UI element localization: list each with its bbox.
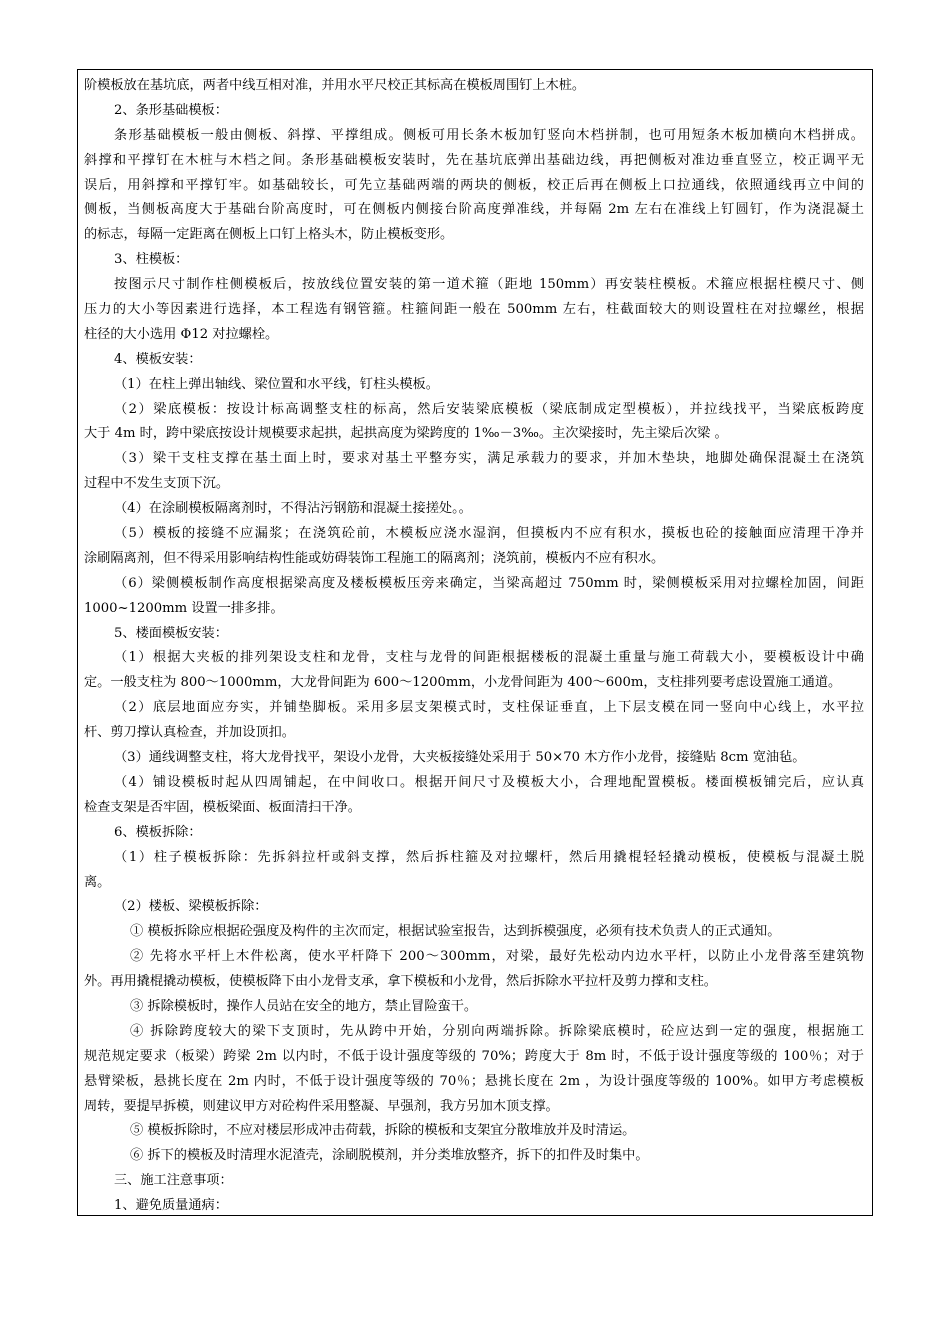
text-line: （4）在涂刷模板隔离剂时，不得沾污钢筋和混凝土接搓处。。 — [114, 501, 472, 517]
text-line: 周转，要提早拆模，则建议甲方对砼构件采用整凝、早强剂，我方另加木顶支撑。 — [84, 1098, 559, 1114]
text-line: 1000~1200mm 设置一排多排。 — [84, 600, 284, 616]
text-line: （5）模板的接缝不应漏浆；在浇筑砼前，木模板应浇水湿润，但摸板内不应有积水，摸板也砼的接触面应清理干净并 — [114, 526, 864, 542]
text-line: 压力的大小等因素进行选择，本工程选有钢管箍。柱箍间距一般在 500mm 左右，柱截面较大的则设置柱在对拉螺丝，根据 — [84, 302, 864, 318]
text-line: 涂刷隔离剂，但不得采用影响结构性能或妨碍装饰工程施工的隔离剂；浇筑前，模板内不应有积水。 — [84, 550, 665, 566]
text-line: ③ 拆除模板时，操作人员站在安全的地方，禁止冒险蛮干。 — [130, 998, 478, 1014]
text-line: ⑤ 模板拆除时，不应对楼层形成冲击荷载，拆除的模板和支架宜分散堆放并及时清运。 — [130, 1123, 636, 1139]
text-line: 规范规定要求（板梁）跨梁 2m 以内时，不低于设计强度等级的 70%；跨度大于 8m 时，不低于设计强度等级的 100％；对于 — [84, 1048, 864, 1064]
text-line: 杆、剪刀撑认真检查，并加设顶扣。 — [84, 725, 295, 741]
text-line: ⑥ 拆下的模板及时清理水泥渣壳，涂刷脱模剂，并分类堆放整齐，拆下的扣件及时集中。 — [130, 1148, 649, 1164]
document-frame — [77, 69, 873, 1216]
text-line: 侧板，当侧板高度大于基础台阶高度时，可在侧板内侧接台阶高度弹准线，并每隔 2m 左右在准线上钉圆钉，作为浇混凝土 — [84, 202, 864, 218]
text-line: 按图示尺寸制作柱侧模板后，按放线位置安装的第一道术箍（距地 150mm）再安装柱模板。术箍应根据柱模尺寸、侧 — [114, 277, 864, 293]
section-heading: 三、施工注意事项： — [114, 1173, 233, 1189]
text-line: 离。 — [84, 874, 111, 890]
section-heading: 1、避免质量通病： — [114, 1198, 228, 1214]
document-body — [84, 74, 864, 1219]
text-line: 的标志，每隔一定距离在侧板上口钉上格头木，防止模板变形。 — [84, 227, 454, 243]
text-line: （3）通线调整支柱，将大龙骨找平，架设小龙骨，大夹板接缝处采用于 50×70 木方作小龙骨，接缝贴 8cm 宽油毡。 — [114, 750, 806, 766]
text-line: 斜撑和平撑钉在木桩与木档之间。条形基础模板安装时，先在基坑底弹出基础边线，再把侧板对准边垂直竖立，校正调平无 — [84, 152, 864, 168]
section-heading: 5、楼面模板安装： — [114, 625, 228, 641]
text-line: （3）梁干支柱支撑在基土面上时，要求对基土平整夯实，满足承载力的要求，并加木垫块，地脚处确保混凝土在浇筑 — [114, 451, 864, 467]
text-line: 外。再用撬棍撬动模板，使模板降下由小龙骨支承，拿下模板和小龙骨，然后拆除水平拉杆及剪力撑和支柱。 — [84, 974, 717, 990]
text-line: 柱径的大小选用 Φ12 对拉螺栓。 — [84, 326, 279, 342]
text-line: 阶模板放在基坑底，两者中线互相对准，并用水平尺校正其标高在模板周围钉上木桩。 — [84, 78, 586, 93]
text-line: ④ 拆除跨度较大的梁下支顶时，先从跨中开始，分别向两端拆除。拆除梁底模时，砼应达到一定的强度，根据施工 — [130, 1023, 864, 1039]
text-line: 定。一般支柱为 800～1000mm，大龙骨间距为 600～1200mm，小龙骨间距为 400～600m，支柱排列要考虑设置施工通道。 — [84, 675, 842, 691]
text-line: （6）梁侧模板制作高度根据梁高度及楼板模板压旁来确定，当梁高超过 750mm 时，梁侧模板采用对拉螺栓加固，间距 — [114, 575, 864, 591]
text-line: （1）根据大夹板的排列架设支柱和龙骨，支柱与龙骨的间距根据楼板的混凝土重量与施工荷载大小，要模板设计中确 — [114, 650, 864, 666]
section-heading: 4、模板安装： — [114, 351, 202, 367]
text-line: 悬臂梁板，悬挑长度在 2m 内时，不低于设计强度等级的 70％；悬挑长度在 2m ，为设计强度等级的 100%。如甲方考虑模板 — [84, 1073, 864, 1089]
text-line: （4）铺设模板时起从四周铺起，在中间收口。根据开间尺寸及模板大小，合理地配置模板。楼面模板铺完后，应认真 — [114, 774, 864, 790]
text-line: （2）梁底模板：按设计标高调整支柱的标高，然后安装梁底模板（梁底制成定型模板），并拉线找平，当梁底板跨度 — [114, 401, 864, 417]
text-line: （1）柱子模板拆除：先拆斜拉杆或斜支撑，然后拆柱箍及对拉螺杆，然后用撬棍轻轻撬动模板，使模板与混凝土脱 — [114, 849, 864, 865]
text-line: 过程中不发生支顶下沉。 — [84, 476, 230, 492]
section-heading: 2、条形基础模板： — [114, 102, 228, 118]
text-line: （1）在柱上弹出轴线、梁位置和水平线，钉柱头模板。 — [114, 376, 439, 392]
text-line: ② 先将水平杆上木件松离，使水平杆降下 200～300mm，对梁，最好先松动内边水平杆，以防止小龙骨落至建筑物 — [130, 949, 864, 965]
section-heading: 3、柱模板： — [114, 252, 189, 268]
text-line: 误后，用斜撑和平撑钉牢。如基础较长，可先立基础两端的两块的侧板，校正后再在侧板上口拉通线，依照通线再立中间的 — [84, 177, 864, 193]
text-line: 大于 4m 时，跨中梁底按设计规模要求起拱，起拱高度为梁跨度的 1‰－3‰。主次梁接时，先主梁后次梁 。 — [84, 426, 728, 442]
text-line: （2）底层地面应夯实，并铺垫脚板。采用多层支架模式时，支柱保证垂直，上下层支模在同一竖向中心线上，水平拉 — [114, 700, 864, 716]
text-line: ① 模板拆除应根据砼强度及构件的主次而定，根据试验室报告，达到拆模强度，必须有技术负责人的正式通知。 — [130, 924, 781, 940]
text-line: 检查支架是否牢固，模板梁面、板面清扫干净。 — [84, 799, 361, 815]
text-line: （2）楼板、梁模板拆除： — [114, 899, 268, 915]
text-line: 条形基础模板一般由侧板、斜撑、平撑组成。侧板可用长条木板加钉竖向木档拼制，也可用短条木板加横向木档拼成。 — [114, 127, 864, 143]
section-heading: 6、模板拆除： — [114, 824, 202, 840]
